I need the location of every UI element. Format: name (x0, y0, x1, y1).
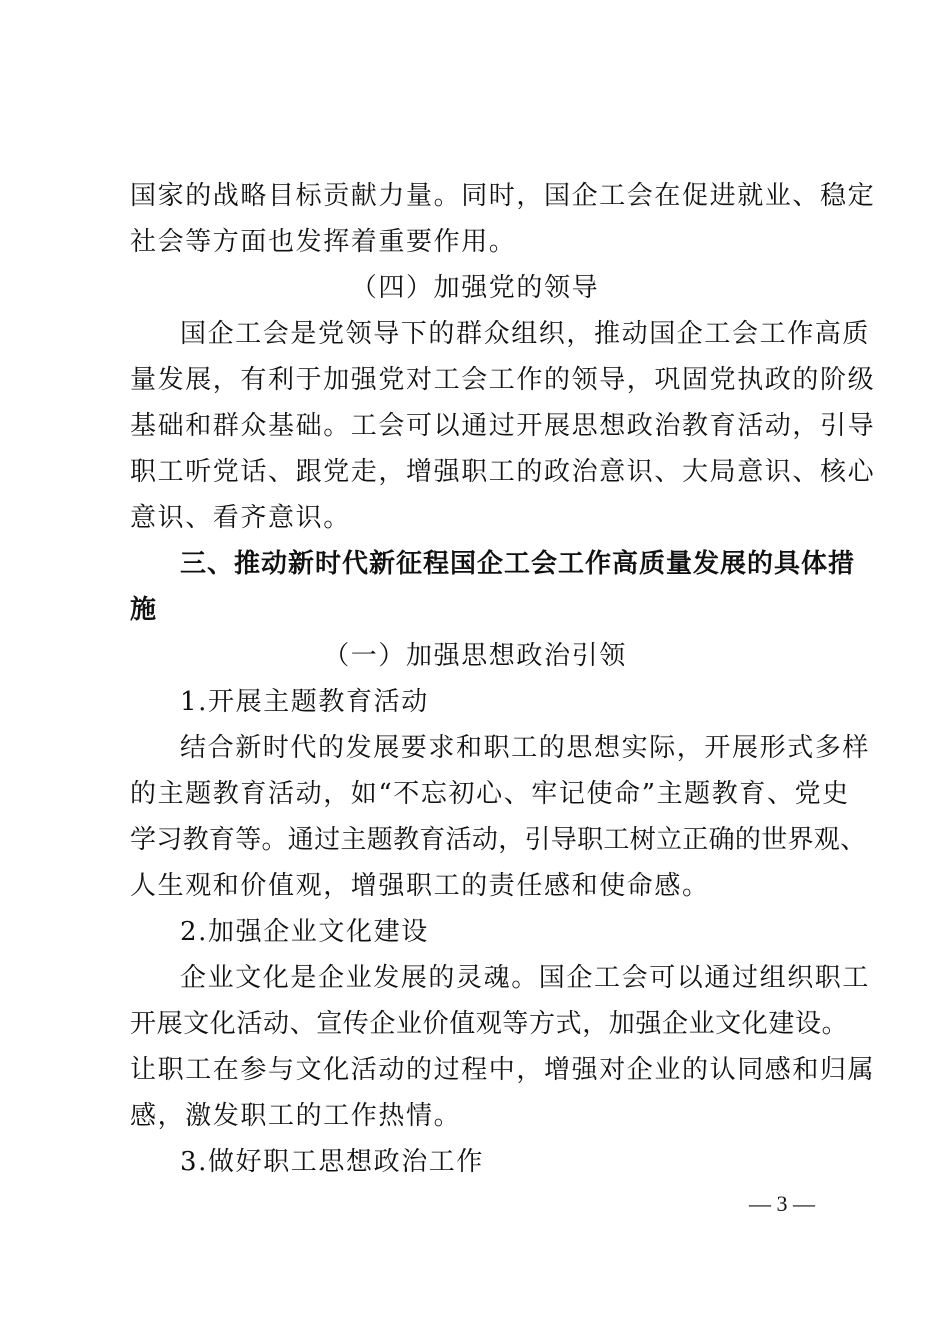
paragraph-line: 意识、看齐意识。 (130, 503, 351, 533)
page-number: — 3 — (749, 1191, 815, 1216)
paragraph-line: 企业文化是企业发展的灵魂。国企工会可以通过组织职工 (180, 963, 871, 993)
section-heading: 三、推动新时代新征程国企工会工作高质量发展的具体措 (180, 549, 856, 579)
paragraph-line: 国家的战略目标贡献力量。同时，国企工会在促进就业、稳定 (130, 181, 876, 211)
item-title: 1.开展主题教育活动 (180, 687, 429, 717)
item-title: 2.加强企业文化建设 (180, 917, 429, 947)
paragraph-line: 开展文化活动、宣传企业价值观等方式，加强企业文化建设。 (130, 1009, 849, 1039)
paragraph-line: 人生观和价值观，增强职工的责任感和使命感。 (130, 871, 710, 901)
paragraph-line: 社会等方面也发挥着重要作用。 (130, 227, 517, 257)
paragraph-line: 感，激发职工的工作热情。 (130, 1101, 462, 1131)
paragraph-line: 结合新时代的发展要求和职工的思想实际，开展形式多样 (180, 733, 871, 763)
paragraph-line: 学习教育等。通过主题教育活动，引导职工树立正确的世界观、 (130, 825, 867, 855)
paragraph-line: 量发展，有利于加强党对工会工作的领导，巩固党执政的阶级 (130, 365, 876, 395)
subheading: （四）加强党的领导 (350, 273, 600, 303)
paragraph-line: 基础和群众基础。工会可以通过开展思想政治教育活动，引导 (130, 411, 876, 441)
paragraph-line: 国企工会是党领导下的群众组织，推动国企工会工作高质 (180, 319, 871, 349)
subheading: （一）加强思想政治引领 (323, 641, 627, 671)
section-heading: 施 (130, 595, 158, 625)
paragraph-line: 让职工在参与文化活动的过程中，增强对企业的认同感和归属 (130, 1055, 876, 1085)
paragraph-line: 职工听党话、跟党走，增强职工的政治意识、大局意识、核心 (130, 457, 876, 487)
paragraph-line: 的主题教育活动，如“不忘初心、牢记使命”主题教育、党史 (130, 779, 850, 809)
item-title: 3.做好职工思想政治工作 (180, 1147, 485, 1177)
